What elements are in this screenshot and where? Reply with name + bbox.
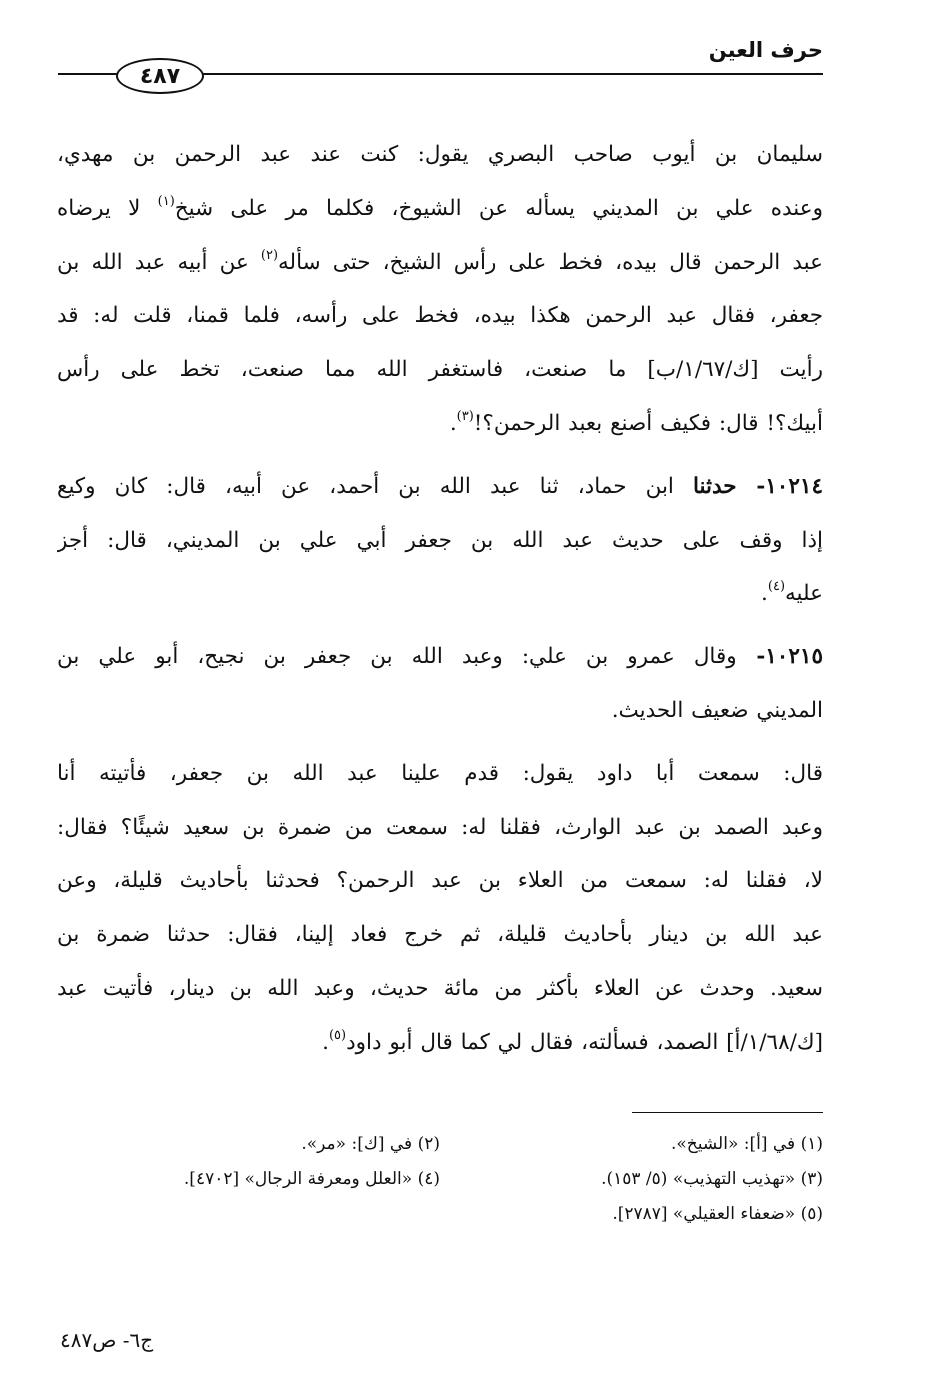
footnotes	[57, 1127, 823, 1232]
text-line: عبد الرحمن قال بيده، فخط على رأس الشيخ، حتى سأله$^{(٢)}$ عن أبيه عبد الله بن	[57, 247, 823, 275]
text-line: قال: سمعت أبا داود يقول: قدم علينا عبد الله بن جعفر، فأتيته أنا	[57, 760, 823, 786]
footnote-marker: (٣)	[456, 408, 474, 424]
text-line: المديني ضعيف الحديث.	[611, 697, 823, 723]
text-line: عبد الله بن دينار بأحاديث قليلة، ثم خرج فعاد إلينا، فقال: حدثنا ضمرة بن	[57, 922, 823, 948]
text-line: [ك/١/٦٨/أ] الصمد، فسألته، فقال لي كما قال أبو داود$^{(٥)}$.	[322, 1027, 823, 1055]
footnote-marker: (١)	[157, 193, 175, 209]
text-line: سليمان بن أيوب صاحب البصري يقول: كنت عند عبد الرحمن بن مهدي،	[57, 142, 823, 167]
footnote-marker: (٤)	[767, 579, 786, 595]
text-line: وعبد الصمد بن عبد الوارث، فقلنا له: سمعت من ضمرة بن سعيد شيئًا؟ فقال:	[57, 814, 823, 840]
footnote: (٣) «تهذيب التهذيب» (٥/ ١٥٣).	[601, 1169, 823, 1189]
footnote: (٢) في [ك]: «مر».	[301, 1134, 440, 1154]
text-line: جعفر، فقال عبد الرحمن هكذا بيده، فخط على رأسه، فلما قمنا، قلت له: قد	[57, 303, 823, 329]
footnote	[57, 1197, 440, 1232]
footnote: (٥) «ضعفاء العقيلي» [٢٧٨٧].	[612, 1204, 823, 1224]
footnote-marker: (٥)	[328, 1027, 347, 1043]
running-head: حرف العين	[708, 38, 823, 62]
text-line: إذا وقف على حديث عبد الله بن جعفر أبي علي بن المديني، قال: أجز	[57, 527, 823, 553]
main-text	[57, 128, 823, 1070]
text-line: سعيد. وحدث عن العلاء بأكثر من مائة حديث، وعبد الله بن دينار، فأتيت عبد	[57, 975, 823, 1001]
paragraph-gap	[57, 738, 823, 747]
page-number: ٤٨٧	[139, 63, 181, 89]
hadith-number: ١٠٢١٤-	[736, 473, 823, 499]
footnote-row	[57, 1197, 823, 1232]
footnote: (٤) «العلل ومعرفة الرجال» [٤٧٠٢].	[183, 1169, 440, 1189]
text-line: رأيت [ك/١/٦٧/ب] ما صنعت، فاستغفر الله مما صنعت، تخط على رأس	[57, 357, 823, 383]
footnote-row	[57, 1162, 823, 1197]
narration-term: حدثنا	[692, 473, 737, 499]
footnote-marker: (٢)	[260, 247, 279, 263]
text-line: وعنده علي بن المديني يسأله عن الشيوخ، فكلما مر على شيخ$^{(١)}$ لا يرضاه	[57, 193, 823, 221]
text-line: لا، فقلنا له: سمعت من العلاء بن عبد الرحمن؟ فحدثنا بأحاديث قليلة، وعن	[57, 868, 823, 894]
footnote-separator	[632, 1112, 823, 1113]
paragraph-gap	[57, 621, 823, 630]
volume-page-reference: ج٦- ص٤٨٧	[60, 1328, 154, 1352]
footnote-row	[57, 1127, 823, 1162]
text-line: ١٠٢١٤- حدثنا ابن حماد، ثنا عبد الله بن أحمد، عن أبيه، قال: كان وكيع	[57, 473, 823, 499]
hadith-number: ١٠٢١٥-	[736, 644, 823, 670]
text-line: عليه$^{(٤)}$.	[761, 579, 823, 607]
text-line: ١٠٢١٥- وقال عمرو بن علي: وعبد الله بن جعفر بن نجيح، أبو علي بن	[57, 644, 823, 670]
text-line: أبيك؟! قال: فكيف أصنع بعبد الرحمن؟!$^{(٣)}$.	[449, 408, 823, 436]
footnote: (١) في [أ]: «الشيخ».	[670, 1134, 823, 1154]
page-number-badge	[116, 58, 204, 94]
paragraph-gap	[57, 451, 823, 460]
